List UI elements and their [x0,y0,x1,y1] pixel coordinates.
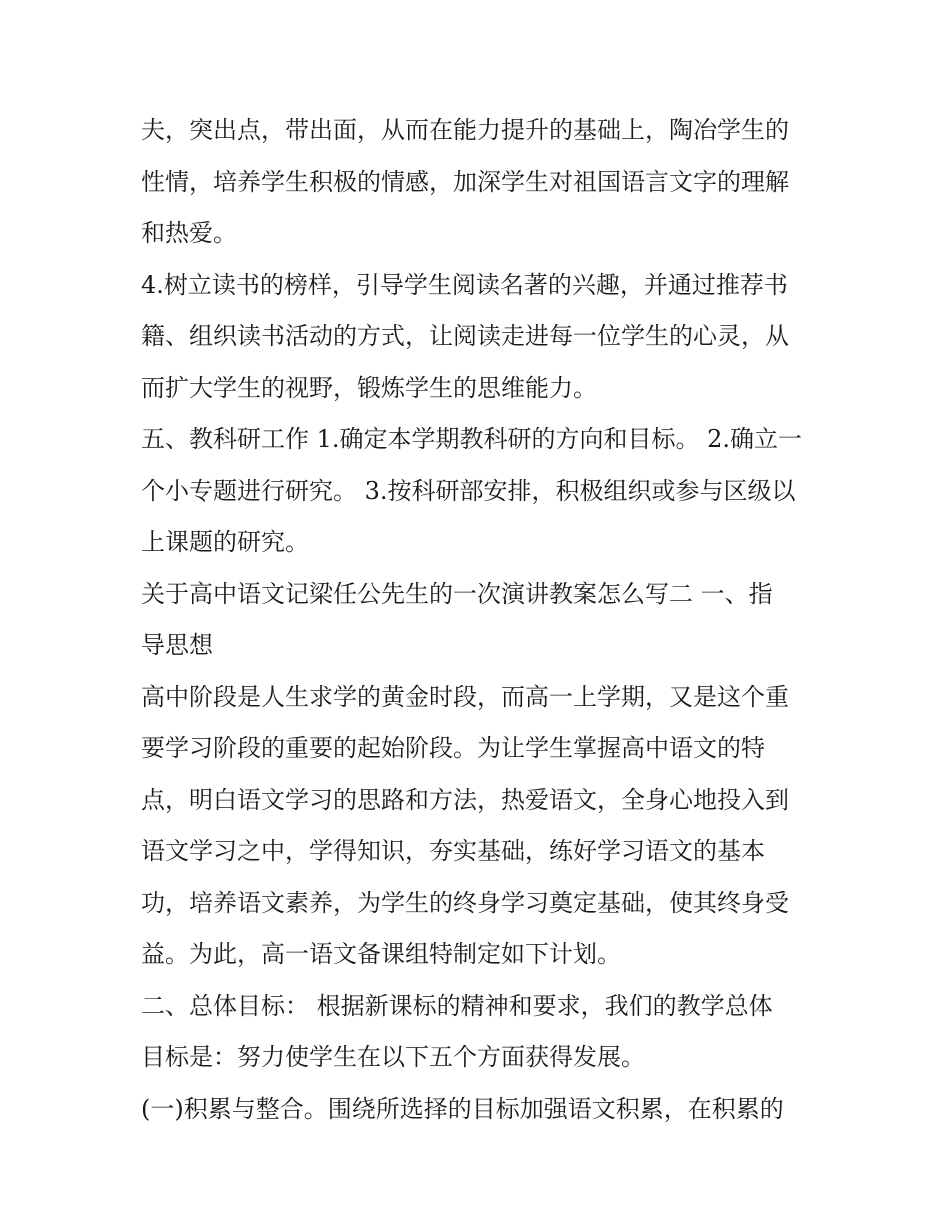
text-line: 上课题的研究。 [141,528,309,556]
document-body [141,105,821,1135]
text-line: 高中阶段是人生求学的黄金时段，而高一上学期，又是这个重 [141,682,789,711]
text-line: 语文学习之中，学得知识，夯实基础，练好学习语文的基本 [141,837,765,865]
text-line: 要学习阶段的重要的起始阶段。为让学生掌握高中语文的特 [141,734,765,762]
text-line: 目标是：努力使学生在以下五个方面获得发展。 [141,1043,645,1071]
text-line: 五、教科研工作 1.确定本学期教科研的方向和目标。 2.确立一 [141,425,803,453]
text-line: 益。为此，高一语文备课组特制定如下计划。 [141,940,621,968]
text-line: 点，明白语文学习的思路和方法，热爱语文，全身心地投入到 [141,785,789,814]
text-line: 关于高中语文记梁任公先生的一次演讲教案怎么写二 一、指 [141,579,773,608]
text-line: 性情，培养学生积极的情感，加深学生对祖国语言文字的理解 [141,167,789,196]
text-line: (一)积累与整合。围绕所选择的目标加强语文积累，在积累的 [141,1094,784,1123]
text-line: 夫，突出点，带出面，从而在能力提升的基础上，陶冶学生的 [141,116,789,144]
text-line: 功，培养语文素养，为学生的终身学习奠定基础，使其终身受 [141,888,789,917]
text-line: 个小专题进行研究。 3.按科研部安排，积极组织或参与区级以 [141,476,796,505]
text-line: 导思想 [141,631,213,659]
text-line: 籍、组织读书活动的方式，让阅读走进每一位学生的心灵，从 [141,322,789,350]
text-line: 4.树立读书的榜样，引导学生阅读名著的兴趣，并通过推荐书 [141,270,788,299]
text-line: 二、总体目标： 根据新课标的精神和要求，我们的教学总体 [141,991,773,1020]
text-line: 和热爱。 [141,219,237,247]
text-line: 而扩大学生的视野，锻炼学生的思维能力。 [141,373,597,402]
